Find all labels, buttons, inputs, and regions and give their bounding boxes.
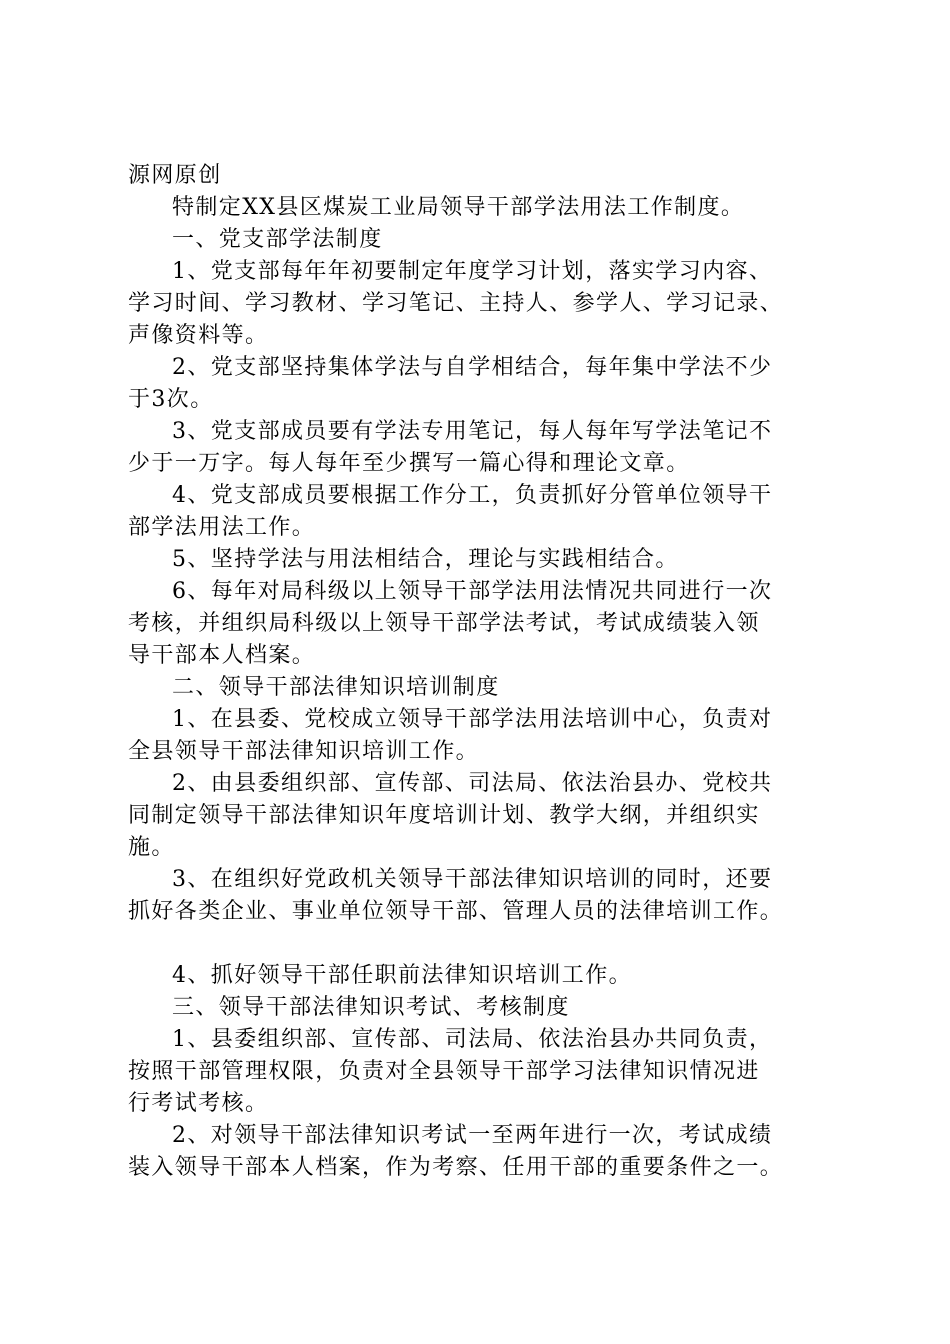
section-heading-2: 二、领导干部法律知识培训制度 [172, 675, 500, 700]
paragraph-1-1: 1、党支部每年年初要制定年度学习计划，落实学习内容、 学习时间、学习教材、学习笔记、主持人、参学人、学习记录、 声像资料等。 [128, 259, 784, 348]
paragraph-1-5: 5、坚持学法与用法相结合，理论与实践相结合。 [172, 547, 679, 572]
paragraph-2-4: 4、抓好领导干部任职前法律知识培训工作。 [172, 963, 632, 988]
blank-line [128, 928, 850, 960]
paragraph-3-2: 2、对领导干部法律知识考试一至两年进行一次，考试成绩 装入领导干部本人档案，作为考察、任用干部的重要条件之一。 [128, 1123, 784, 1180]
paragraph-3-1: 1、县委组织部、宣传部、司法局、依法治县办共同负责， 按照干部管理权限，负责对全县领导干部学习法律知识情况进 行考试考核。 [128, 1027, 773, 1116]
paragraph-1-4: 4、党支部成员要根据工作分工，负责抓好分管单位领导干 部学法用法工作。 [128, 483, 773, 540]
section-heading-1: 一、党支部学法制度 [172, 227, 383, 252]
source-line: 源网原创 [128, 163, 222, 188]
paragraph-2-1: 1、在县委、党校成立领导干部学法用法培训中心，负责对 全县领导干部法律知识培训工作。 [128, 707, 773, 764]
section-heading-3: 三、领导干部法律知识考试、考核制度 [172, 995, 570, 1020]
document-body [128, 160, 850, 1184]
paragraph-2-3: 3、在组织好党政机关领导干部法律知识培训的同时，还要 抓好各类企业、事业单位领导干部、管理人员的法律培训工作。 [128, 867, 784, 924]
paragraph-1-6: 6、每年对局科级以上领导干部学法用法情况共同进行一次 考核，并组织局科级以上领导干部学法考试，考试成绩装入领 导干部本人档案。 [128, 579, 773, 668]
paragraph-1-2: 2、党支部坚持集体学法与自学相结合，每年集中学法不少 于3次。 [128, 355, 773, 412]
paragraph-1-3: 3、党支部成员要有学法专用笔记，每人每年写学法笔记不 少于一万字。每人每年至少撰写一篇心得和理论文章。 [128, 419, 773, 476]
paragraph-2-2: 2、由县委组织部、宣传部、司法局、依法治县办、党校共 同制定领导干部法律知识年度培训计划、教学大纲，并组织实 施。 [128, 771, 773, 860]
intro-paragraph: 特制定XX县区煤炭工业局领导干部学法用法工作制度。 [172, 195, 745, 220]
